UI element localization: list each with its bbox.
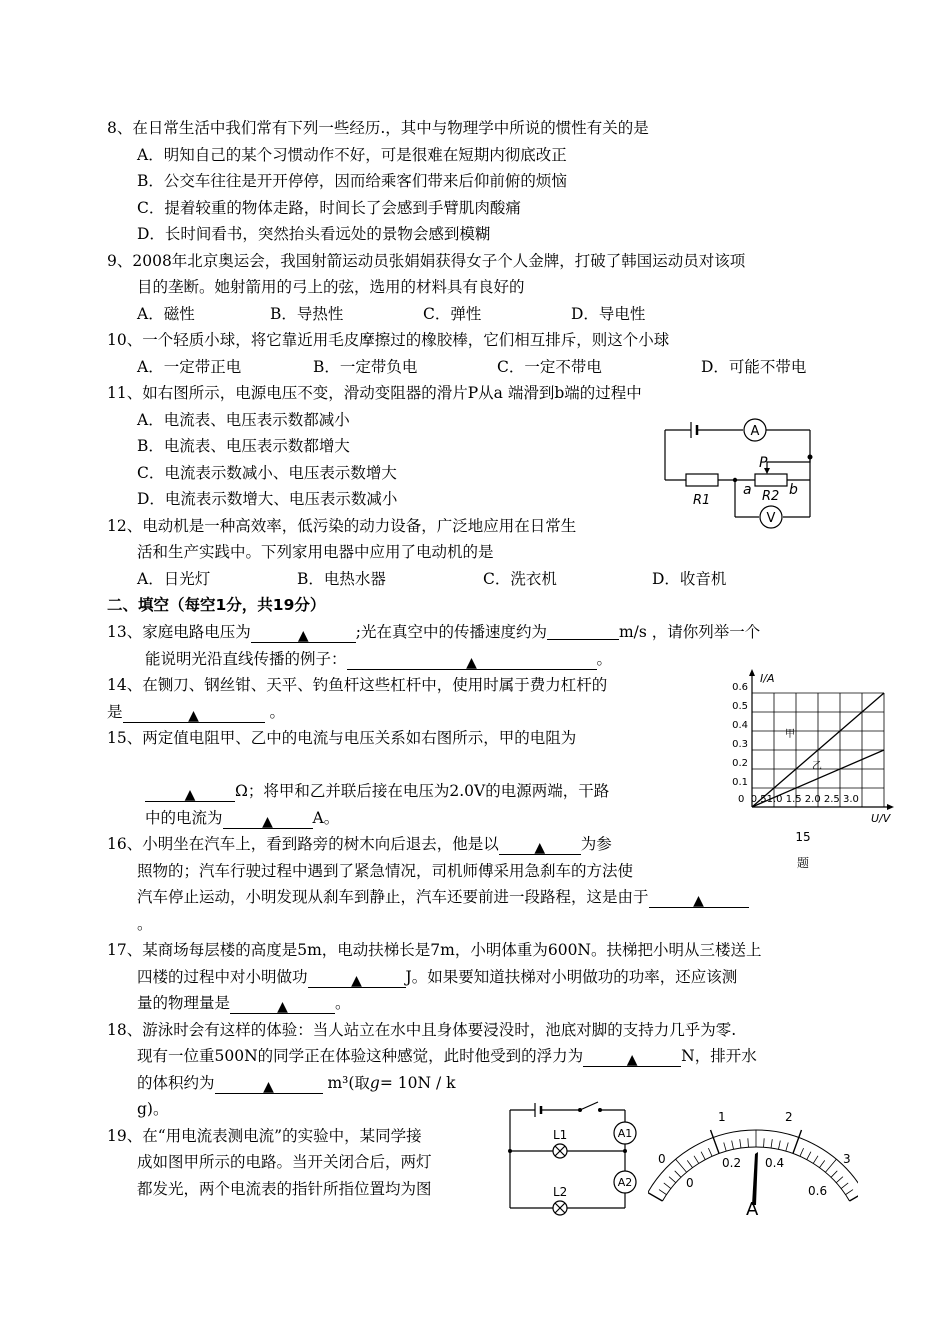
dial-tick <box>819 1160 824 1167</box>
q9-stem-line1: 9、2008年北京奥运会，我国射箭运动员张娟娟获得女子个人金牌，打破了韩国运动员对该项 <box>107 252 746 270</box>
q16-line3: 汽车停止运动，小明发现从刹车到静止，汽车还要前进一段路程，这是由于 ▲ <box>137 887 749 908</box>
top-scale-3: 3 <box>843 1152 851 1166</box>
q12-option-b: B．电热水器 <box>297 570 386 588</box>
q12-stem-line2: 活和生产实践中。下列家用电器中应用了电动机的是 <box>137 543 494 561</box>
y-tick-label: 0.2 <box>732 758 748 769</box>
ammeter-label: A <box>750 424 760 439</box>
dial-tick <box>748 1138 749 1147</box>
x-axis-label: U/V <box>871 812 891 825</box>
top-scale-2: 2 <box>785 1110 793 1124</box>
q10-option-d: D．可能不带电 <box>701 358 807 376</box>
q16-line2: 照物的；汽车行驶过程中遇到了紧急情况，司机师傅采用急刹车的方法使 <box>137 862 634 880</box>
bottom-scale-0: 0 <box>686 1176 694 1190</box>
y-axis-label: I/A <box>760 672 775 685</box>
dial-tick <box>800 1148 804 1156</box>
q11-option-d: D．电流表示数增大、电压表示数减小 <box>137 490 398 508</box>
meter-unit: A <box>746 1199 759 1220</box>
end-b-label: b <box>789 482 798 498</box>
a2-label: A2 <box>617 1176 633 1189</box>
y-tick-label: 0.3 <box>732 739 748 750</box>
dial-tick <box>659 1190 666 1195</box>
q15-blank-2[interactable]: ▲ <box>223 812 313 829</box>
figure-caption-text: 题 <box>796 856 810 870</box>
dial-tick <box>708 1148 712 1156</box>
q14-blank[interactable]: ▲ <box>123 706 265 723</box>
end-a-label: a <box>743 482 752 498</box>
q13-line2: 能说明光沿直线传播的例子： ▲ 。 <box>145 650 613 671</box>
q17-blank-1[interactable]: ▲ <box>308 971 406 988</box>
q16-line1: 16、小明坐在汽车上，看到路旁的树木向后退去，他是以 ▲ 为参 <box>107 835 612 856</box>
q19-ammeter-dial <box>648 1105 858 1220</box>
q18-line1: 18、游泳时会有这样的体验：当人站立在水中且身体要浸没时，池底对脚的支持力几乎为零. <box>107 1021 737 1039</box>
q10-stem: 10、一个轻质小球，将它靠近用毛皮摩擦过的橡胶棒，它们相互排斥，则这个小球 <box>107 331 670 349</box>
dial-tick <box>764 1138 765 1147</box>
dial-tick <box>841 1183 848 1189</box>
q19-line3: 都发光，两个电流表的指针所指位置均为图 <box>137 1180 432 1198</box>
top-scale-0: 0 <box>658 1152 666 1166</box>
q16-line4: 。 <box>137 915 153 933</box>
dial-tick <box>675 1171 681 1177</box>
q19-line2: 成如图甲所示的电路。当开关闭合后，两灯 <box>137 1153 432 1171</box>
series-jia-label: 甲 <box>785 729 795 740</box>
q19-line1: 19、在“用电流表测电流”的实验中，某同学接 <box>107 1127 422 1145</box>
q8-option-a: A．明知自己的某个习惯动作不好，可是很难在短期内彻底改正 <box>137 146 567 164</box>
q11-option-b: B．电流表、电压表示数都增大 <box>137 437 350 455</box>
q19-circuit-diagram <box>495 1095 645 1225</box>
q8-option-d: D．长时间看书，突然抬头看远处的景物会感到模糊 <box>137 225 491 243</box>
q8-stem: 8、在日常生活中我们常有下列一些经历.，其中与物理学中所说的惯性有关的是 <box>107 119 649 137</box>
bottom-scale-0.4: 0.4 <box>765 1156 785 1170</box>
section2-heading: 二、填空（每空1分，共19分） <box>107 596 326 614</box>
dial-tick <box>724 1143 726 1152</box>
dial-tick <box>846 1190 853 1195</box>
q10-option-c: C．一定不带电 <box>497 358 602 376</box>
q17-line3: 量的物理量是 ▲ 。 <box>137 994 351 1015</box>
r2-label: R2 <box>762 489 780 504</box>
top-scale-1: 1 <box>718 1110 726 1124</box>
dial-tick <box>664 1183 671 1189</box>
dial-tick <box>825 1159 836 1172</box>
q10-option-b: B．一定带负电 <box>313 358 418 376</box>
q11-circuit-diagram <box>655 412 820 532</box>
q17-line2: 四楼的过程中对小明做功 ▲ J。如果要知道扶梯对小明做功的功率，还应该测 <box>137 968 738 989</box>
dial-tick <box>701 1152 705 1160</box>
q17-line1: 17、某商场每层楼的高度是5m，电动扶梯长是7m，小明体重为600N。扶梯把小明从三楼送上 <box>107 941 762 959</box>
dial-tick <box>793 1130 802 1153</box>
y-tick-label: 0.1 <box>732 777 748 788</box>
x-tick-labels: 0 0.51.0 1.5 2.0 2.5 3.0 <box>738 794 859 805</box>
q13-blank-1[interactable]: ▲ <box>251 626 356 643</box>
q15-iv-graph <box>730 665 905 875</box>
q9-stem-line2: 目的垄断。她射箭用的弓上的弦，选用的材料具有良好的 <box>137 278 525 296</box>
dial-tick <box>771 1139 772 1148</box>
meter-needle <box>752 1152 758 1205</box>
q9-option-a: A．磁性 <box>137 305 195 323</box>
q11-option-a: A．电流表、电压表示数都减小 <box>137 411 350 429</box>
y-tick-label: 0.6 <box>732 682 748 693</box>
figure-caption-number: 15 <box>795 830 811 844</box>
q11-option-c: C．电流表示数减小、电压表示数增大 <box>137 464 397 482</box>
q8-option-c: C．提着较重的物体走路，时间长了会感到手臂肌肉酸痛 <box>137 199 521 217</box>
dial-tick <box>786 1143 788 1152</box>
q18-blank-1[interactable]: ▲ <box>583 1050 681 1067</box>
dial-tick <box>836 1177 843 1183</box>
r1-label: R1 <box>693 493 711 508</box>
voltmeter-label: V <box>766 511 776 526</box>
dial-tick <box>740 1139 741 1148</box>
q15-line1: 15、两定值电阻甲、乙中的电流与电压关系如右图所示，甲的电阻为 <box>107 729 577 747</box>
q9-option-d: D．导电性 <box>571 305 646 323</box>
dial-tick <box>694 1156 699 1164</box>
dial-tick <box>778 1141 780 1150</box>
y-tick-label: 0.4 <box>732 720 748 731</box>
dial-tick <box>831 1171 837 1177</box>
l2-label: L2 <box>553 1185 568 1199</box>
q16-blank-1[interactable]: ▲ <box>499 838 581 855</box>
q18-blank-2[interactable]: ▲ <box>215 1077 323 1094</box>
q8-option-b: B．公交车往往是开开停停，因而给乘客们带来后仰前俯的烦恼 <box>137 172 567 190</box>
l1-label: L1 <box>553 1128 568 1142</box>
dial-tick <box>669 1177 676 1183</box>
q18-line3: 的体积约为 ▲ m³(取g= 10N / k <box>137 1074 456 1095</box>
q10-option-a: A．一定带正电 <box>137 358 242 376</box>
q15-blank-1[interactable]: ▲ <box>145 785 235 802</box>
y-tick-label: 0.5 <box>732 701 748 712</box>
q15-line3: 中的电流为 ▲ A。 <box>145 809 340 830</box>
dial-tick <box>732 1141 734 1150</box>
q12-option-d: D．收音机 <box>652 570 727 588</box>
dial-tick <box>850 1189 858 1202</box>
series-yi-label: 乙 <box>812 761 822 772</box>
dial-tick <box>711 1130 720 1153</box>
q9-option-c: C．弹性 <box>423 305 482 323</box>
dial-tick <box>813 1156 818 1164</box>
q14-line2: 是 ▲ 。 <box>107 703 285 724</box>
q17-blank-2[interactable]: ▲ <box>230 997 335 1014</box>
q18-line4: g)。 <box>137 1100 169 1118</box>
q12-option-c: C．洗衣机 <box>483 570 557 588</box>
dial-tick <box>687 1160 692 1167</box>
q9-option-b: B．导热性 <box>270 305 344 323</box>
dial-tick <box>676 1159 687 1172</box>
slider-label: P <box>759 455 768 471</box>
q16-blank-2[interactable]: ▲ <box>649 891 749 908</box>
q13-blank-3[interactable]: ▲ <box>347 653 597 670</box>
q15-line2: ▲ Ω；将甲和乙并联后接在电压为2.0V的电源两端，干路 <box>145 781 609 802</box>
a1-label: A1 <box>617 1127 633 1140</box>
q11-stem: 11、如右图所示，电源电压不变，滑动变阻器的滑片P从a 端滑到b端的过程中 <box>107 384 642 402</box>
bottom-scale-0.6: 0.6 <box>808 1184 828 1198</box>
q13-blank-2[interactable] <box>547 623 619 640</box>
q12-stem-line1: 12、电动机是一种高效率，低污染的动力设备，广泛地应用在日常生 <box>107 517 577 535</box>
q14-line1: 14、在铡刀、钢丝钳、天平、钓鱼杆这些杠杆中，使用时属于费力杠杆的 <box>107 676 608 694</box>
q13-line1: 13、家庭电路电压为 ▲ ;光在真空中的传播速度约为 m/s ，请你列举一个 <box>107 623 761 644</box>
q12-option-a: A．日光灯 <box>137 570 211 588</box>
bottom-scale-0.2: 0.2 <box>722 1156 742 1170</box>
q18-line2: 现有一位重500N的同学正在体验这种感觉，此时他受到的浮力为 ▲ N，排开水 <box>137 1047 757 1068</box>
dial-tick <box>807 1152 811 1160</box>
